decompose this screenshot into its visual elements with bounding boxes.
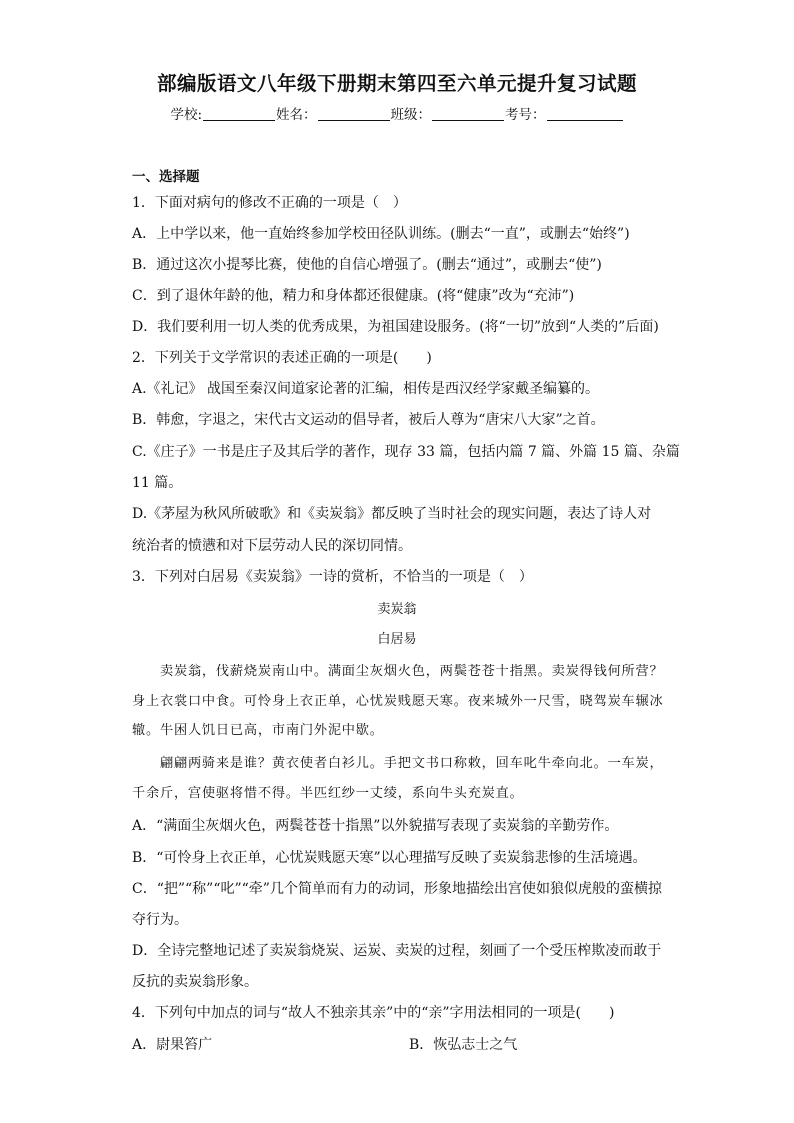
exam-no-blank[interactable] (547, 107, 623, 121)
exam-no-label: 考号： (505, 107, 546, 123)
q4-stem: 4．下列句中加点的词与“故人不独亲其亲”中的“亲”字用法相同的一项是( ) (132, 1005, 615, 1021)
page-title: 部编版语文八年级下册期末第四至六单元提升复习试题 (156, 72, 637, 95)
q3-option-a: A．“满面尘灰烟火色，两鬓苍苍十指黑”以外貌描写表现了卖炭翁的辛勤劳作。 (132, 818, 619, 834)
q2-option-d-line2: 统治者的愤懑和对下层劳动人民的深切同情。 (132, 538, 412, 554)
poem-line: 辙。牛困人饥日已高，市南门外泥中歇。 (132, 723, 384, 738)
q2-option-b: B．韩愈，字退之，宋代古文运动的倡导者，被后人尊为“唐宋八大家”之首。 (132, 412, 605, 428)
poem-author: 白居易 (377, 632, 417, 647)
poem-line: 千余斤，宫使驱将惜不得。半匹红纱一丈绫，系向牛头充炭直。 (132, 786, 524, 801)
q3-option-d-line1: D．全诗完整地记述了卖炭翁烧炭、运炭、卖炭的过程，刻画了一个受压榨欺凌而敢于 (132, 943, 662, 959)
q3-option-d-line2: 反抗的卖炭翁形象。 (132, 974, 258, 990)
school-label: 学校: (170, 107, 203, 123)
poem-line: 身上衣裳口中食。可怜身上衣正单，心忧炭贱愿天寒。夜来城外一尺雪，晓驾炭车辗冰 (132, 694, 664, 709)
q4-option-b: B．恢弘志士之气 (409, 1037, 518, 1053)
q2-option-c-line1: C.《庄子》一书是庄子及其后学的著作，现存 33 篇，包括内篇 7 篇、外篇 15 篇、杂篇 (132, 444, 680, 460)
q1-option-c: C．到了退休年龄的他，精力和身体都还很健康。(将“健康”改为“充沛”) (132, 288, 575, 304)
class-label: 班级： (390, 107, 432, 123)
q2-stem: 2．下列关于文学常识的表述正确的一项是( ) (132, 350, 432, 366)
q2-option-d-line1: D.《茅屋为秋风所破歌》和《卖炭翁》都反映了当时社会的现实问题，表达了诗人对 (132, 506, 652, 522)
q3-option-c-line1: C．“把”“称”“叱”“牵”几个简单而有力的动词，形象地描绘出宫使如狼似虎般的蛮横掠 (132, 881, 662, 897)
name-label: 姓名： (276, 107, 317, 123)
q1-option-b: B．通过这次小提琴比赛，使他的自信心增强了。(删去“通过”，或删去“使”) (132, 257, 602, 273)
poem-line: 卖炭翁，伐薪烧炭南山中。满面尘灰烟火色，两鬓苍苍十指黑。卖炭得钱何所营？ (132, 664, 664, 679)
name-blank[interactable] (318, 107, 390, 121)
poem-title: 卖炭翁 (377, 602, 417, 617)
class-blank[interactable] (432, 107, 504, 121)
student-info-line (0, 103, 794, 123)
school-blank[interactable] (203, 107, 275, 121)
section-title: 一、选择题 (132, 169, 200, 185)
q3-stem: 3．下列对白居易《卖炭翁》一诗的赏析，不恰当的一项是（ ） (132, 569, 533, 585)
q3-option-b: B．“可怜身上衣正单，心忧炭贱愿天寒”以心理描写反映了卖炭翁悲惨的生活境遇。 (132, 850, 647, 866)
q4-option-a: A．尉果笞广 (132, 1037, 213, 1053)
q1-stem: 1．下面对病句的修改不正确的一项是（ ） (132, 195, 407, 211)
q1-option-d: D．我们要利用一切人类的优秀成果，为祖国建设服务。(将“一切”放到“人类的”后面) (132, 319, 659, 335)
poem-line: 翩翩两骑来是谁？黄衣使者白衫儿。手把文书口称敕，回车叱牛牵向北。一车炭， (132, 756, 664, 771)
q1-option-a: A．上中学以来，他一直始终参加学校田径队训练。(删去“一直”，或删去“始终”) (132, 226, 630, 242)
q2-option-c-line2: 11 篇。 (132, 475, 183, 491)
q2-option-a: A.《礼记》 战国至秦汉间道家论著的汇编，相传是西汉经学家戴圣编纂的。 (132, 381, 600, 397)
q3-option-c-line2: 夺行为。 (132, 912, 188, 928)
